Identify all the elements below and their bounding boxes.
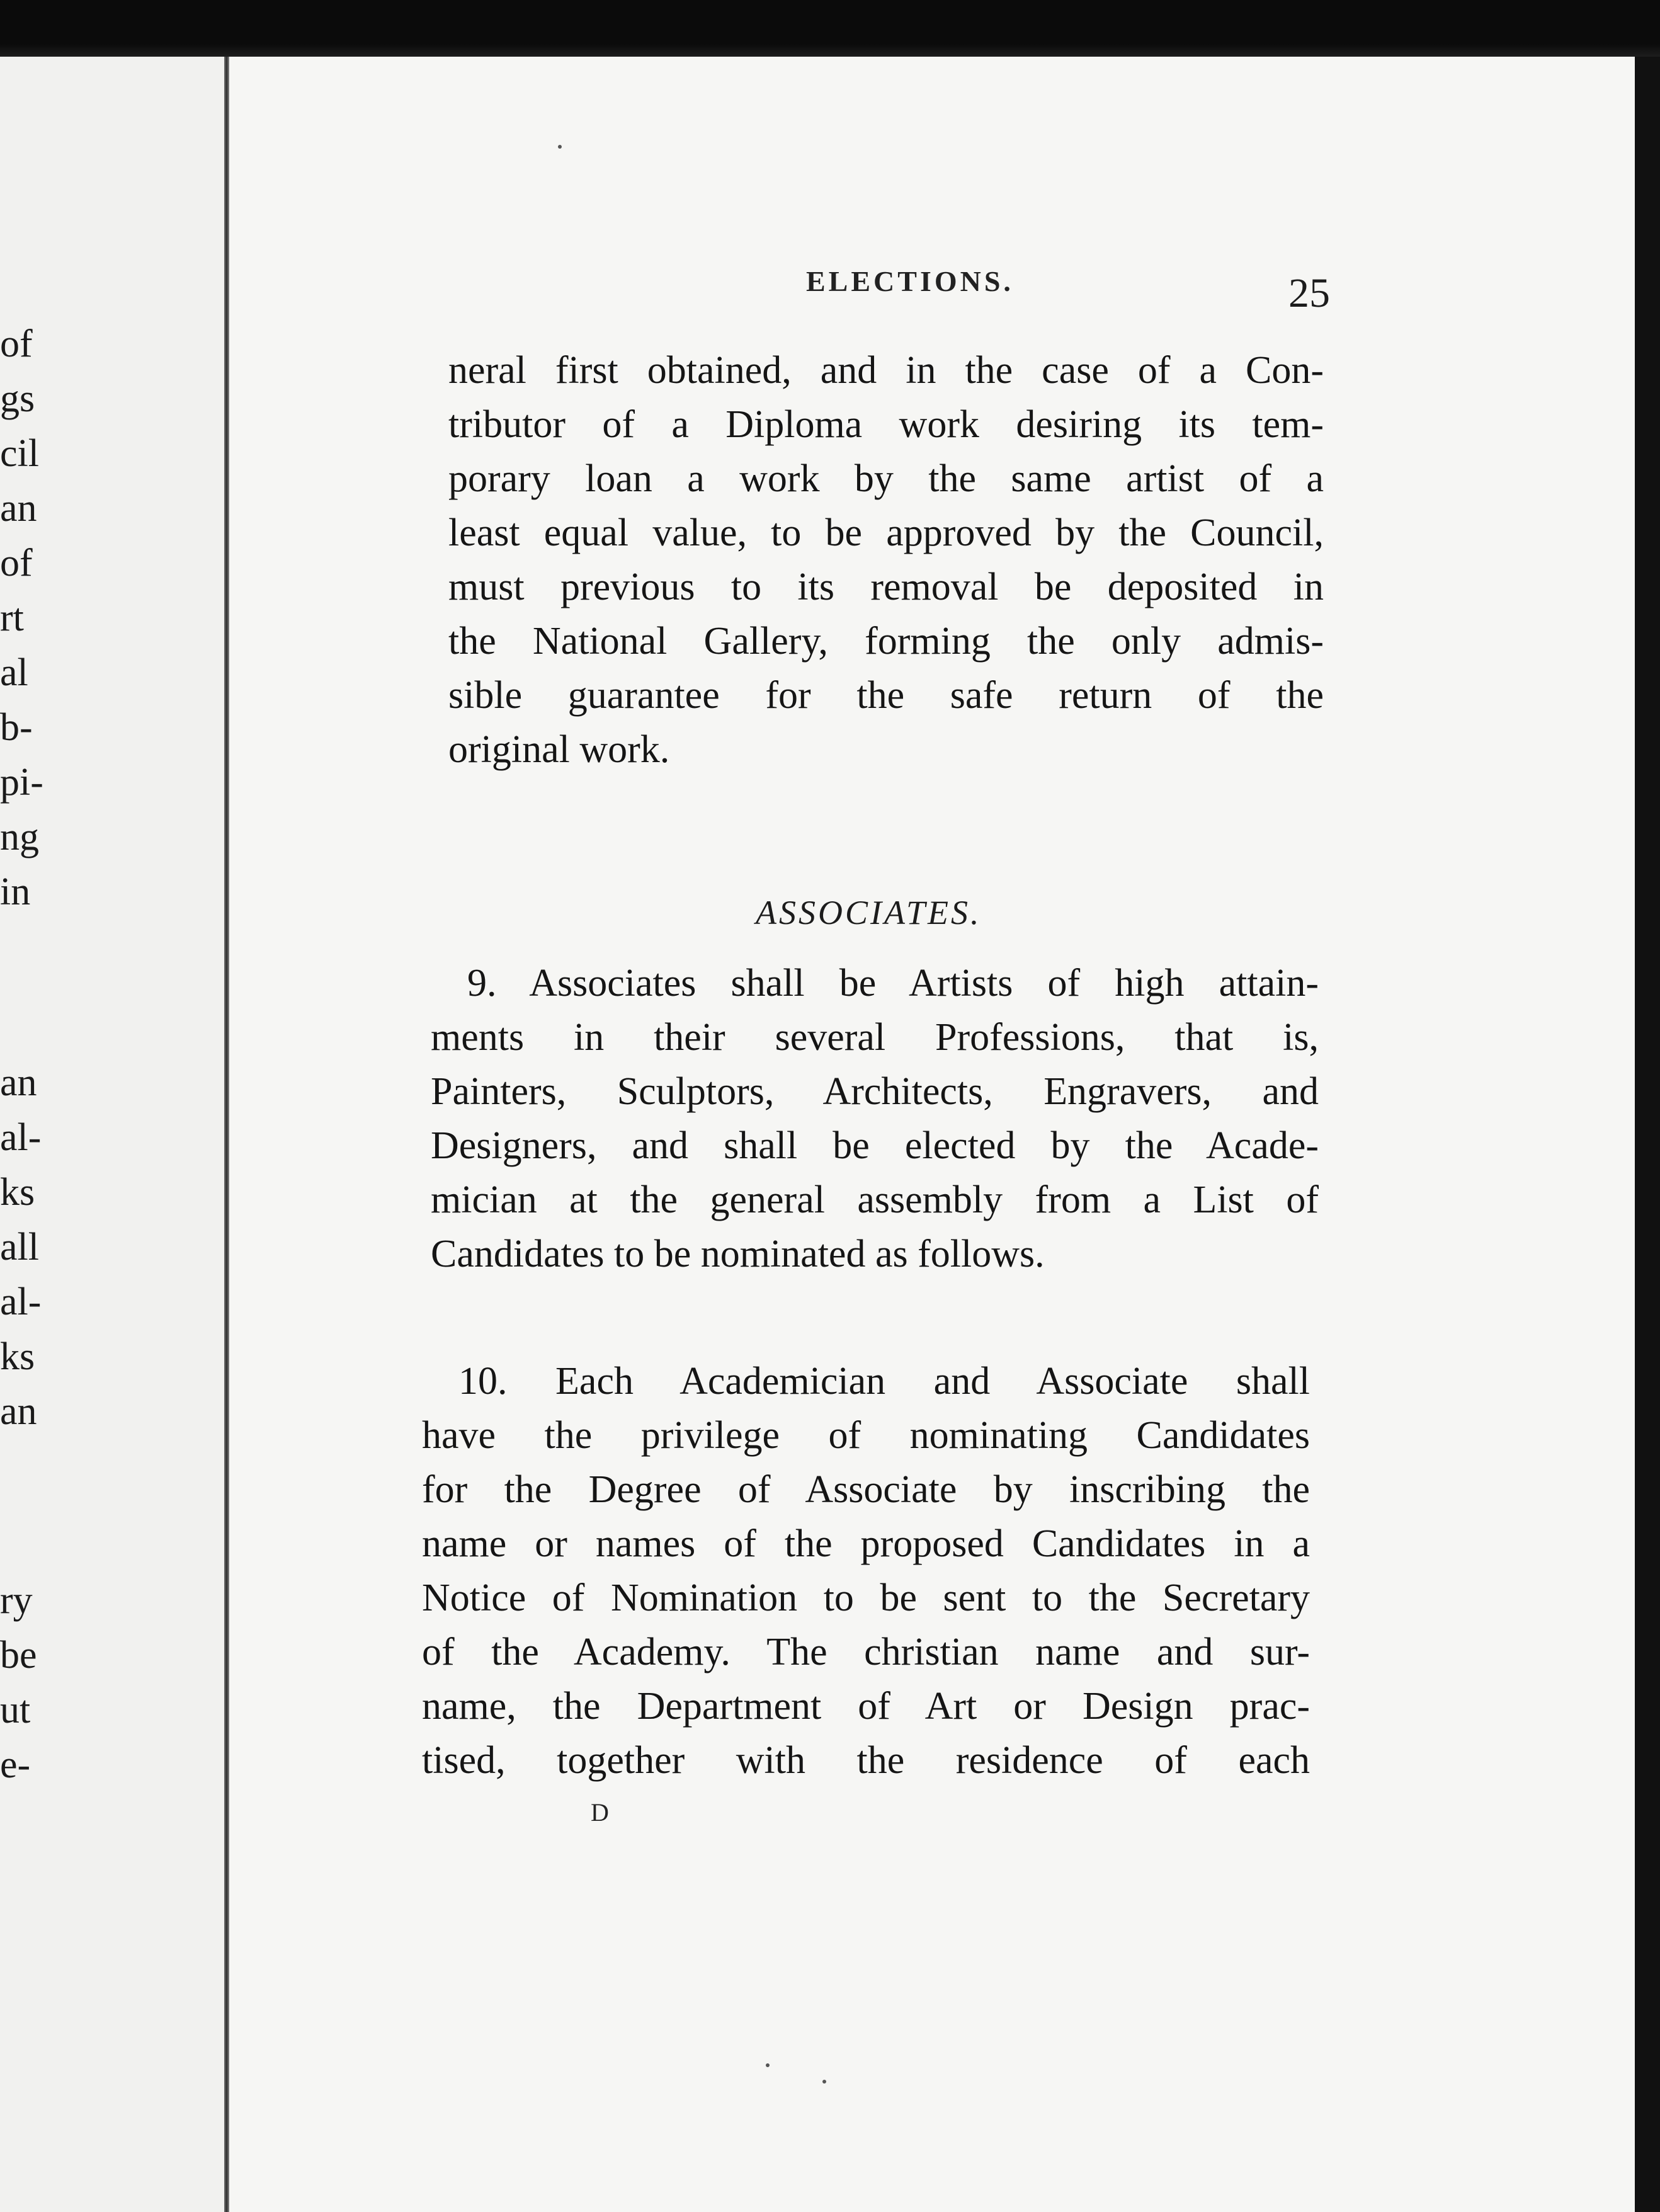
page-gutter bbox=[224, 57, 229, 2212]
facing-page-fragment: ut bbox=[0, 1689, 31, 1731]
text-line: original work. bbox=[448, 728, 670, 771]
text-line: 10. Each Academician and Associate shall bbox=[458, 1360, 1310, 1403]
facing-page-fragment: rt bbox=[0, 596, 24, 639]
text-line: the National Gallery, forming the only admis- bbox=[448, 620, 1324, 663]
facing-page-fragment: ry bbox=[0, 1579, 33, 1622]
facing-page-fragment: ng bbox=[0, 816, 39, 858]
text-line: least equal value, to be approved by the Council, bbox=[448, 511, 1324, 554]
facing-page-edge bbox=[0, 57, 227, 2212]
facing-page-fragment: e- bbox=[0, 1743, 31, 1786]
text-line: name or names of the proposed Candidates in a bbox=[422, 1522, 1310, 1565]
facing-page-fragment: al bbox=[0, 651, 28, 694]
paragraph-10 bbox=[422, 1354, 1310, 1787]
text-line: must previous to its removal be deposited in bbox=[448, 566, 1324, 608]
text-line: Candidates to be nominated as follows. bbox=[431, 1233, 1045, 1275]
facing-page-fragment: gs bbox=[0, 377, 35, 420]
facing-page-fragment: b- bbox=[0, 706, 33, 749]
paragraph-continued bbox=[448, 343, 1324, 777]
text-line: mician at the general assembly from a List of bbox=[431, 1178, 1319, 1221]
paper-speck bbox=[822, 2080, 826, 2084]
facing-page-fragment: al- bbox=[0, 1280, 42, 1323]
text-line: have the privilege of nominating Candidates bbox=[422, 1414, 1310, 1457]
paper-speck bbox=[766, 2063, 770, 2067]
signature-mark: D bbox=[591, 1798, 609, 1827]
text-line: of the Academy. The christian name and sur- bbox=[422, 1631, 1310, 1673]
facing-page-fragment: an bbox=[0, 1061, 37, 1104]
running-head: ELECTIONS. bbox=[806, 265, 1014, 297]
text-line: sible guarantee for the safe return of the bbox=[448, 674, 1324, 717]
facing-page-fragment: of bbox=[0, 542, 33, 584]
facing-page-fragment: cil bbox=[0, 432, 39, 475]
facing-page-fragment: an bbox=[0, 1390, 37, 1433]
text-line: tributor of a Diploma work desiring its tem- bbox=[448, 403, 1324, 446]
text-line: tised, together with the residence of each bbox=[422, 1739, 1310, 1782]
facing-page-fragment: all bbox=[0, 1226, 39, 1268]
text-line: neral first obtained, and in the case of a Con- bbox=[448, 349, 1324, 392]
text-line: 9. Associates shall be Artists of high attain- bbox=[467, 962, 1319, 1005]
text-line: Painters, Sculptors, Architects, Engravers, and bbox=[431, 1070, 1319, 1113]
page-number: 25 bbox=[1288, 270, 1330, 316]
facing-page-fragment: ks bbox=[0, 1171, 35, 1214]
facing-page-fragment: al- bbox=[0, 1116, 42, 1159]
facing-page-fragment: in bbox=[0, 870, 31, 913]
scanner-top-edge bbox=[0, 0, 1660, 63]
paragraph-9 bbox=[431, 956, 1319, 1281]
section-heading: ASSOCIATES. bbox=[756, 894, 982, 932]
facing-page-fragment: be bbox=[0, 1634, 37, 1677]
scanner-right-edge bbox=[1635, 57, 1660, 2212]
text-line: for the Degree of Associate by inscribing the bbox=[422, 1468, 1310, 1511]
text-line: name, the Department of Art or Design prac- bbox=[422, 1685, 1310, 1728]
paper-speck bbox=[558, 145, 562, 149]
facing-page-fragment: ks bbox=[0, 1335, 35, 1378]
text-line: porary loan a work by the same artist of a bbox=[448, 457, 1324, 500]
text-line: Notice of Nomination to be sent to the Secretary bbox=[422, 1576, 1310, 1619]
facing-page-fragment: an bbox=[0, 487, 37, 530]
facing-page-fragment: pi- bbox=[0, 761, 43, 804]
facing-page-fragment: of bbox=[0, 322, 33, 365]
text-line: Designers, and shall be elected by the Acade- bbox=[431, 1124, 1319, 1167]
text-line: ments in their several Professions, that is, bbox=[431, 1016, 1319, 1059]
